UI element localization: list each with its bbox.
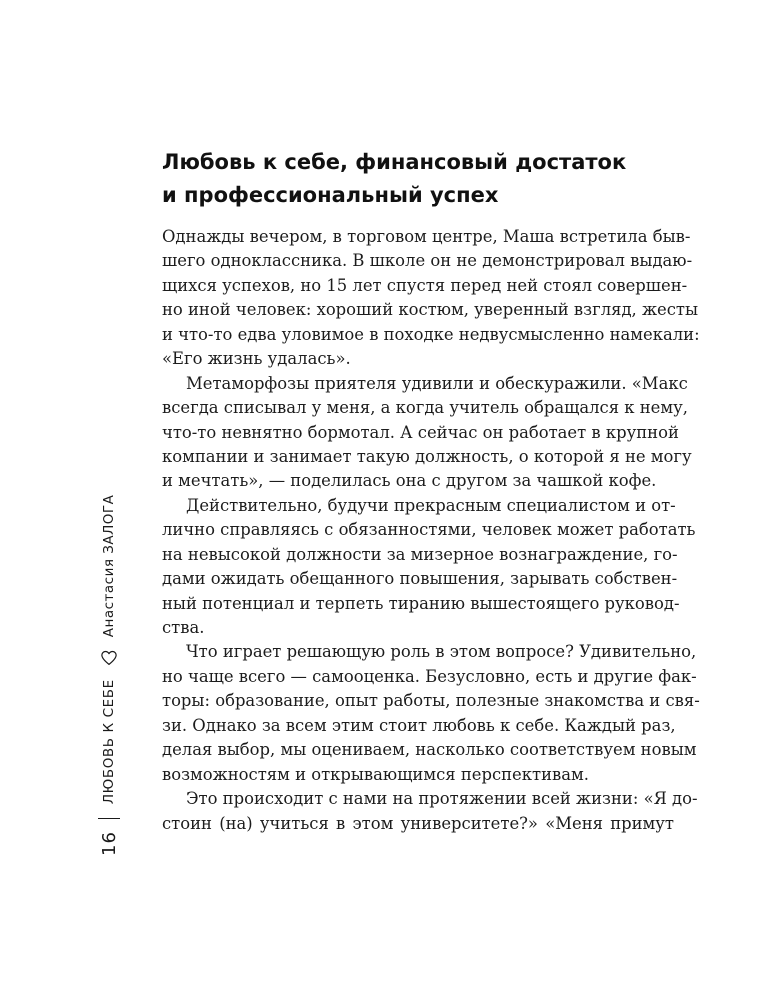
paragraph-5: [162, 787, 698, 836]
text-line: всегда списывал у меня, а когда учитель обращался к нему,: [162, 398, 688, 418]
paragraph-3: [162, 494, 696, 641]
heading-line-1: Любовь к себе, финансовый достаток: [162, 150, 627, 174]
text-line: что-то невнятно бормотал. А сейчас он работает в крупной: [162, 422, 679, 442]
author-name: Анастасия ЗАЛОГА: [101, 494, 117, 638]
body-text: [162, 225, 700, 836]
folio-divider: [98, 818, 120, 819]
text-line: дами ожидать обещанного повышения, зарывать собствен-: [162, 569, 678, 589]
heading-line-2: и профессиональный успех: [162, 183, 499, 207]
text-line: лично справляясь с обязанностями, человек может работать: [162, 520, 696, 540]
text-line: ный потенциал и терпеть тиранию вышестоящего руковод-: [162, 593, 680, 613]
text-line: делая выбор, мы оцениваем, насколько соответствуем новым: [162, 740, 697, 760]
text-line: Действительно, будучи прекрасным специалистом и от-: [186, 495, 676, 515]
text-line: Однажды вечером, в торговом центре, Маша встретила быв-: [162, 227, 691, 246]
text-line: компании и занимает такую должность, о которой я не могу: [162, 446, 692, 466]
text-line: щихся успехов, но 15 лет спустя перед ней стоял совершен-: [162, 275, 688, 295]
heart-outline-icon: [100, 649, 118, 667]
paragraph-1: [162, 225, 700, 372]
section-heading: [162, 146, 682, 212]
text-line: ства.: [162, 618, 205, 637]
book-title: ЛЮБОВЬ К СЕБЕ: [101, 679, 117, 805]
text-line: стоин (на) учиться в этом университете?» «Меня примут: [162, 813, 674, 833]
text-line: «Его жизнь удалась».: [162, 349, 351, 369]
paragraph-2: [162, 372, 692, 494]
text-line: но чаще всего — самооценка. Безусловно, есть и другие фак-: [162, 666, 697, 686]
text-line: Это происходит с нами на протяжении всей жизни: «Я до-: [186, 789, 698, 809]
text-line: зи. Однако за всем этим стоит любовь к себе. Каждый раз,: [162, 715, 676, 735]
text-line: и мечтать», — поделилась она с другом за чашкой кофе.: [162, 471, 657, 491]
text-line: Метаморфозы приятеля удивили и обескуражили. «Макс: [186, 373, 688, 393]
text-line: и что-то едва уловимое в походке недвусмысленно намекали:: [162, 324, 700, 344]
text-line: Что играет решающую роль в этом вопросе? Удивительно,: [186, 642, 697, 662]
text-line: на невысокой должности за мизерное вознаграждение, го-: [162, 544, 678, 564]
text-line: торы: образование, опыт работы, полезные знакомства и свя-: [162, 691, 700, 711]
running-footer: [98, 495, 120, 856]
text-line: но иной человек: хороший костюм, уверенный взгляд, жесты: [162, 300, 699, 320]
text-line: возможностям и открывающимся перспективам.: [162, 764, 589, 784]
paragraph-4: [162, 640, 700, 787]
text-line: шего одноклассника. В школе он не демонстрировал выдаю-: [162, 251, 693, 271]
page-number: 16: [98, 831, 120, 856]
